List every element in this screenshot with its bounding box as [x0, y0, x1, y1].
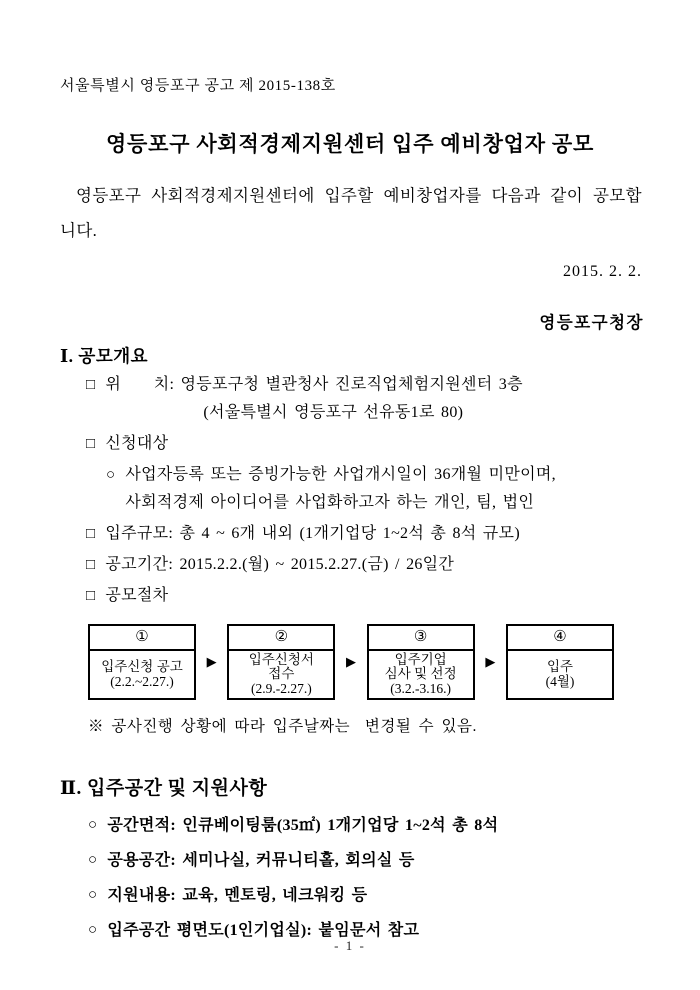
step-label: 입주기업	[394, 651, 447, 667]
step-number-badge: ②	[229, 626, 333, 651]
list-item-text: 공모절차	[105, 587, 169, 604]
step-label: 접수	[268, 666, 295, 682]
notice-number: 서울특별시 영등포구 공고 제 2015-138호	[60, 78, 336, 94]
checkbox-bullet-icon: □	[86, 526, 96, 542]
checkbox-bullet-icon: □	[86, 377, 96, 393]
intro-paragraph: 영등포구 사회적경제지원센터에 입주할 예비창업자를 다음과 같이 공모합니다.	[60, 186, 642, 240]
step-dates: (3.2.-3.16.)	[390, 680, 452, 696]
step-body	[90, 651, 194, 698]
list-item-text: 입주규모: 총 4 ~ 6개 내외 (1개기업당 1~2석 총 8석 규모)	[105, 525, 520, 542]
eligibility-line1: 사업자등록 또는 증빙가능한 사업개시일이 36개월 미만이며,	[125, 466, 556, 483]
section2-heading: Ⅱ. 입주공간 및 지원사항	[60, 778, 268, 799]
list-item-eligibility	[86, 430, 660, 458]
step-label: 입주신청서	[248, 651, 314, 667]
circle-bullet-icon: ○	[106, 467, 116, 483]
circle-bullet-icon: ○	[88, 887, 98, 903]
list-item-location	[86, 371, 660, 427]
arrow-right-icon: ▶	[206, 654, 217, 669]
location-text: 위 치: 영등포구청 별관청사 진로직업체험지원센터 3층	[105, 376, 523, 393]
step-dates: (2.9.-2.27.)	[250, 680, 312, 696]
list-item-text	[125, 461, 556, 517]
step-body	[229, 651, 333, 698]
flow-step-1	[88, 624, 196, 700]
list-item-text: 입주공간 평면도(1인기업실): 붙임문서 참고	[107, 922, 420, 939]
list-item-text: 공고기간: 2015.2.2.(월) ~ 2015.2.27.(금) / 26일간	[105, 556, 455, 573]
section1-heading: Ⅰ. 공모개요	[60, 346, 149, 366]
list-item-eligibility-detail	[106, 461, 660, 517]
list-item-support	[88, 885, 660, 906]
checkbox-bullet-icon: □	[86, 557, 96, 573]
list-item-space-area	[88, 815, 660, 836]
arrow-right-icon: ▶	[485, 654, 496, 669]
flow-step-2	[227, 624, 335, 700]
circle-bullet-icon: ○	[88, 922, 98, 938]
step-number-badge: ①	[90, 626, 194, 651]
checkbox-bullet-icon: □	[86, 436, 96, 452]
list-item-text: 지원내용: 교육, 멘토링, 네크워킹 등	[107, 887, 368, 904]
list-item-text: 신청대상	[105, 435, 169, 452]
step-label: 입주신청 공고	[101, 659, 183, 674]
step-number-badge: ③	[369, 626, 473, 651]
step-label: 입주	[546, 659, 574, 674]
list-item-shared-space	[88, 850, 660, 871]
step-body	[508, 651, 612, 698]
flowchart-note: ※ 공사진행 상황에 따라 입주날짜는 변경될 수 있음.	[88, 718, 477, 735]
flow-step-4	[506, 624, 614, 700]
list-item-text: 공간면적: 인큐베이팅룸(35㎡) 1개기업당 1~2석 총 8석	[107, 817, 499, 834]
announcement-date: 2015. 2. 2.	[563, 263, 642, 280]
document-title: 영등포구 사회적경제지원센터 입주 예비창업자 공모	[105, 132, 595, 156]
list-item-text	[105, 371, 522, 427]
signer-title: 영등포구청장	[539, 313, 644, 332]
list-item-text: 공용공간: 세미나실, 커뮤니티홀, 회의실 등	[107, 852, 415, 869]
step-number-badge: ④	[508, 626, 612, 651]
process-flowchart	[88, 624, 614, 700]
arrow-right-icon: ▶	[345, 654, 356, 669]
checkbox-bullet-icon: □	[86, 588, 96, 604]
page-number: - 1 -	[334, 938, 366, 953]
circle-bullet-icon: ○	[88, 852, 98, 868]
step-body	[369, 651, 473, 698]
list-item-procedure	[86, 582, 660, 610]
location-address: (서울특별시 영등포구 선유동1로 80)	[203, 404, 464, 421]
step-label: 심사 및 선정	[384, 666, 457, 682]
step-dates: (4월)	[545, 673, 575, 689]
eligibility-line2: 사회적경제 아이디어를 사업화하고자 하는 개인, 팀, 법인	[125, 494, 535, 511]
list-item-period	[86, 551, 660, 579]
flow-step-3	[367, 624, 475, 700]
step-dates: (2.2.~2.27.)	[110, 673, 174, 689]
list-item-scale	[86, 520, 660, 548]
circle-bullet-icon: ○	[88, 817, 98, 833]
